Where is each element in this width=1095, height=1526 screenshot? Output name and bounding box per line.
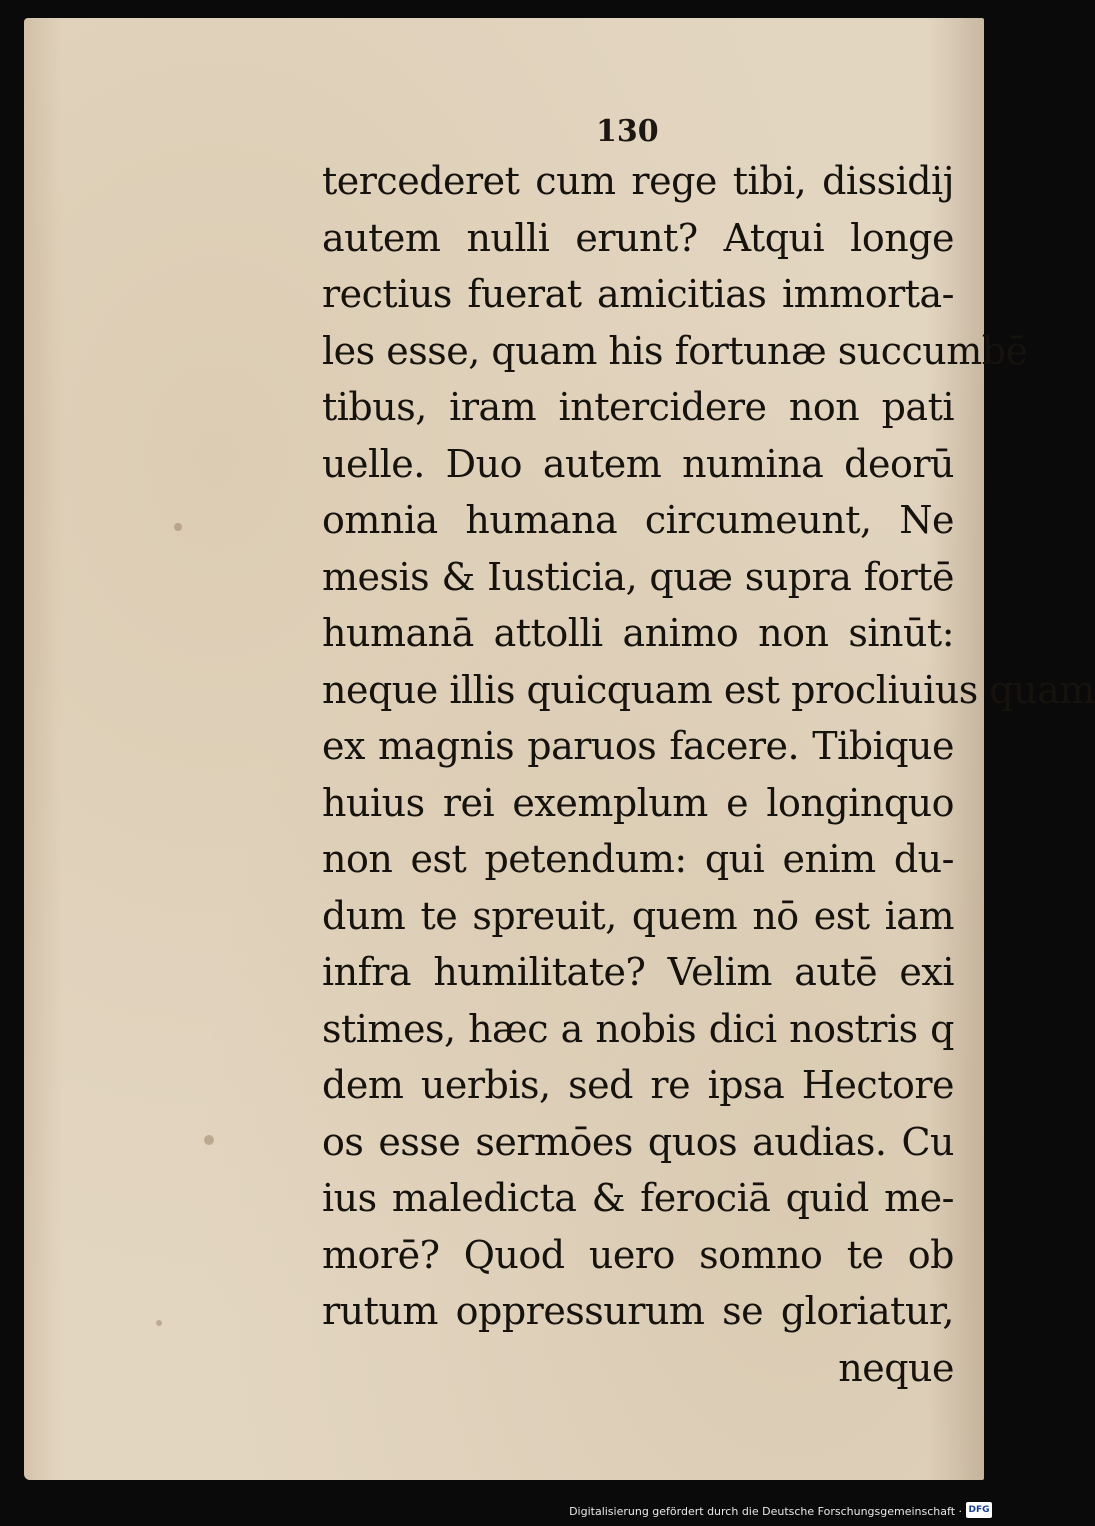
text-line: ius maledicta & ferociā quid me- (322, 1176, 954, 1220)
text-line: os esse sermōes quos audias. Cu (322, 1119, 954, 1164)
text-line: tibus, iram intercidere non pati (322, 385, 954, 429)
paper-stain (204, 1135, 214, 1145)
text-line: non est petendum: qui enim du- (322, 837, 954, 881)
text-line: uelle. Duo autem numina deorū (322, 441, 954, 486)
text-line: mesis & Iusticia, quæ supra fortē (322, 554, 954, 599)
text-line: huius rei exemplum e longinquo (322, 780, 954, 825)
text-line: infra humilitate? Velim autē exi (322, 950, 954, 994)
text-line: stimes, hæc a nobis dici nostris q (322, 1006, 954, 1051)
book-page (24, 18, 1095, 1480)
text-line: autem nulli erunt? Atqui longe (322, 215, 954, 260)
text-line: dum te spreuit, quem nō est iam (322, 893, 954, 938)
dfg-logo: DFG (966, 1502, 992, 1518)
digitization-credit: Digitalisierung gefördert durch die Deutsche Forschungsgemeinschaft · (569, 1505, 962, 1518)
text-line: rutum oppressurum se gloriatur, (322, 1289, 954, 1333)
paper-stain (174, 523, 182, 531)
text-line: ex magnis paruos facere. Tibique (322, 724, 954, 768)
page-number: 130 (596, 114, 659, 149)
text-line: omnia humana circumeunt, Ne (322, 498, 954, 542)
catchword: neque (838, 1345, 954, 1390)
text-line: les esse, quam his fortunæ succumbē (322, 328, 1028, 373)
text-line: neque illis quicquam est procliuius quam (322, 667, 1095, 712)
paper-stain (156, 1320, 162, 1326)
text-line: morē? Quod uero somno te ob (322, 1232, 954, 1277)
text-line: tercederet cum rege tibi, dissidij (322, 159, 954, 203)
text-line: rectius fuerat amicitias immorta- (322, 272, 954, 316)
text-line: dem uerbis, sed re ipsa Hectore (322, 1063, 954, 1107)
page-text (322, 153, 1095, 1396)
text-line: humanā attolli animo non sinūt: (322, 611, 954, 655)
